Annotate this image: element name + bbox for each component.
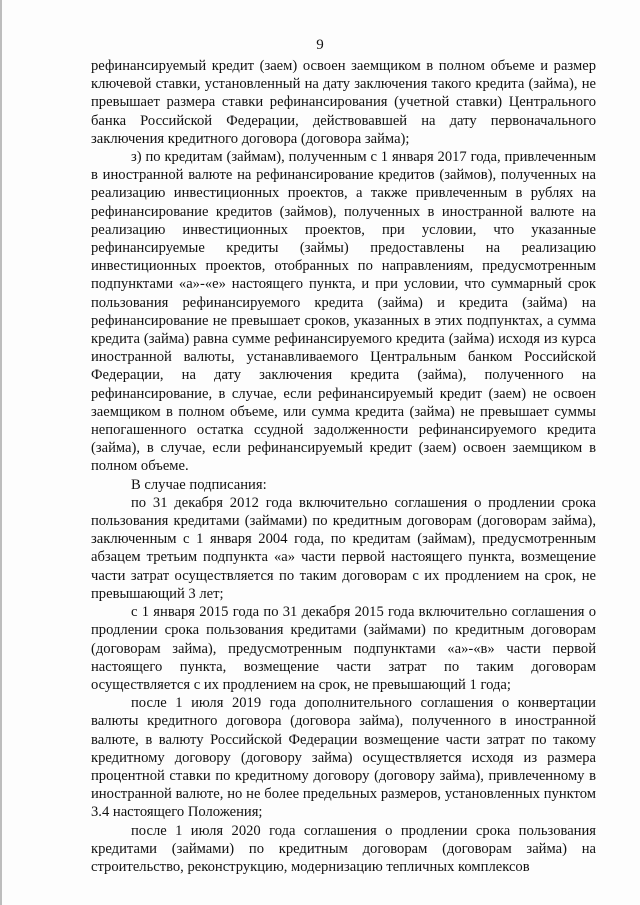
paragraph-signing-intro: В случае подписания: bbox=[131, 476, 267, 493]
paragraph-2015: с 1 января 2015 года по 31 декабря 2015 года включительно соглашения о продлении срока пользования кредитами (займами) по кредитным договорам (договорам займа), предусмотренным подпунктами «а»-«в» части первой настоящего пункта, возмещение части затрат по таким договорам осуществляется с их продлением на срок, не превышающий 1 года; bbox=[91, 604, 596, 693]
page-edge bbox=[0, 0, 2, 905]
document-body bbox=[91, 57, 596, 876]
paragraph-subitem-z: з) по кредитам (займам), полученным с 1 января 2017 года, привлеченным в иностранной валюте на рефинансирование кредитов (займов), полученных на реализацию инвестиционных проектов, а также привлеченным в рублях на рефинансирование кредитов (займов), полученных в иностранной валюте на реализацию инвестиционных проектов, при условии, что указанные рефинансируемые кредиты (займы) предоставлены на реализацию инвестиционных проектов, отобранных по направлениям, предусмотренным подпунктами «а»-«е» настоящего пункта, и при условии, что суммарный срок пользования рефинансируемого кредита (займа) и кредита (займа) на рефинансирование не превышает сроков, указанных в этих подпунктах, а сумма кредита (займа) равна сумме рефинансируемого кредита (займа) исходя из курса иностранной валюты, устанавливаемого Центральным банком Российской Федерации, на дату заключения кредита (займа), полученного на рефинансирование, в случае, если рефинансируемый кредит (заем) не освоен заемщиком в полном объеме, или сумма кредита (займа) не превышает суммы непогашенного остатка ссудной задолженности рефинансируемого кредита (займа), в случае, если рефинансируемый кредит (заем) освоен заемщиком в полном объеме. bbox=[91, 149, 596, 475]
paragraph-2012: по 31 декабря 2012 года включительно соглашения о продлении срока пользования кредитами (займами) по кредитным договорам (договорам займа), заключенным с 1 января 2004 года, по кредитам (займам), предусмотренным абзацем третьим подпункта «а» части первой настоящего пункта, возмещение части затрат осуществляется по таким договорам с их продлением на срок, не превышающий 3 лет; bbox=[91, 494, 596, 602]
paragraph-2020: после 1 июля 2020 года соглашения о продлении срока пользования кредитами (займами) по кредитным договорам (договорам займа) на строительство, реконструкцию, модернизацию тепличных комплексов bbox=[91, 822, 596, 875]
paragraph-continuation: рефинансируемый кредит (заем) освоен заемщиком в полном объеме и размер ключевой ставки, установленный на дату заключения такого кредита (займа), не превышает размера ставки рефинансирования (учетной ставки) Центрального банка Российской Федерации, действовавшей на дату первоначального заключения кредитного договора (договора займа); bbox=[91, 58, 596, 147]
page-number: 9 bbox=[316, 37, 324, 53]
paragraph-2019: после 1 июля 2019 года дополнительного соглашения о конвертации валюты кредитного договора (договора займа), полученного в иностранной валюте, в валюту Российской Федерации возмещение части затрат по такому кредитному договору (договору займа) осуществляется исходя из размера процентной ставки по кредитному договору (договору займа), привлеченному в иностранной валюте, но не более предельных размеров, установленных пунктом 3.4 настоящего Положения; bbox=[91, 695, 596, 821]
